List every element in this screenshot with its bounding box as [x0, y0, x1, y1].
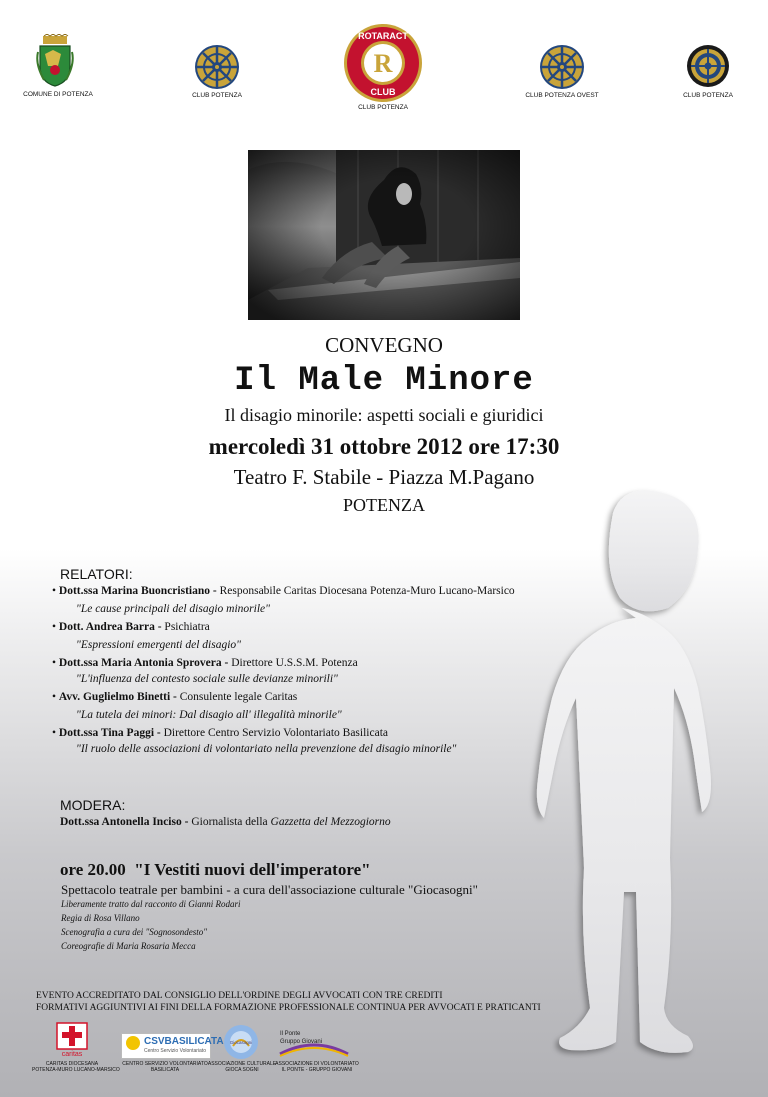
rotaract-emblem-letter: R: [373, 49, 393, 78]
sponsor-caption: [115, 1061, 215, 1073]
show-description: Spettacolo teatrale per bambini - a cura dell'associazione culturale "Giocasogni": [61, 882, 478, 897]
rotaract-emblem-top-text: ROTARACT: [358, 31, 408, 41]
moderator-name: Dott.ssa Antonella Inciso -: [60, 816, 189, 828]
club-wheel-icon: [686, 44, 730, 88]
sponsor-caption-line: ASSOCIAZIONE DI VOLONTARIATO: [275, 1061, 359, 1067]
speaker-entry: • Avv. Guglielmo Binetti - Consulente legale Caritas: [52, 691, 298, 703]
event-subtitle: Il disagio minorile: aspetti sociali e giuridici: [224, 405, 544, 425]
giocasogni-logo-text: Giocasogni: [229, 1040, 253, 1045]
logo-caption: CLUB POTENZA: [192, 92, 242, 99]
giocasogni-logo-icon: [223, 1024, 259, 1060]
logo-caption: CLUB POTENZA OVEST: [525, 92, 599, 99]
il-ponte-logo-icon: [276, 1028, 352, 1058]
speaker-role: Consulente legale Caritas: [176, 691, 298, 703]
caritas-logo-text: caritas: [61, 1051, 83, 1058]
speaker-entry: • Dott. Andrea Barra - Psichiatra: [52, 621, 210, 633]
event-kicker: CONVEGNO: [325, 333, 443, 357]
moderator-entry: [60, 816, 391, 828]
show-credit: Coreografie di Maria Rosaria Mecca: [61, 941, 196, 951]
caritas-logo-icon: [56, 1022, 88, 1058]
speaker-talk: "Le cause principali del disagio minorile": [76, 603, 270, 615]
sponsor-caption-line: POTENZA-MURO LUCANO-MARSICO: [32, 1067, 120, 1073]
csv-logo-subtext: Centro Servizio Volontariato: [144, 1048, 206, 1054]
moderator-newspaper: Gazzetta del Mezzogiorno: [270, 816, 391, 828]
child-silhouette: [518, 478, 763, 1070]
speaker-name: Avv. Guglielmo Binetti -: [58, 691, 177, 703]
speaker-role: Direttore Centro Servizio Volontariato Basilicata: [160, 727, 389, 739]
speaker-role: Direttore U.S.S.M. Potenza: [228, 657, 358, 669]
sponsor-caption-line: CENTRO SERVIZIO VOLONTARIATO: [122, 1061, 208, 1067]
accreditation-line: FORMATIVI AGGIUNTIVI AI FINI DELLA FORMAZIONE PROFESSIONALE CONTINUA PER AVVOCATI E PRATICANTI: [36, 1003, 541, 1013]
csv-sun-icon: [126, 1036, 140, 1050]
speaker-entry: • Dott.ssa Tina Paggi - Direttore Centro Servizio Volontariato Basilicata: [52, 727, 389, 739]
event-datetime: mercoledì 31 ottobre 2012 ore 17:30: [208, 434, 560, 459]
logo-caption: COMUNE DI POTENZA: [23, 91, 93, 98]
sponsor-caption: [267, 1061, 367, 1073]
il-ponte-logo-subtext: Gruppo Giovani: [280, 1039, 323, 1045]
sponsor-caption-line: GIOCA SOGNI: [225, 1067, 259, 1073]
speaker-talk: "Espressioni emergenti del disagio": [76, 639, 241, 651]
speaker-name: Dott. Andrea Barra -: [58, 621, 162, 633]
speakers-heading: RELATORI:: [60, 566, 133, 582]
speaker-talk: "La tutela dei minori: Dal disagio all' illegalità minorile": [76, 709, 342, 721]
sponsor-caption-line: IL PONTE - GRUPPO GIOVANI: [281, 1067, 353, 1073]
show-title: "I Vestiti nuovi dell'imperatore": [134, 860, 371, 879]
event-venue: Teatro F. Stabile - Piazza M.Pagano: [233, 465, 535, 489]
show-credit: Scenografia a cura dei "Sognosondesto": [61, 927, 208, 937]
show-time: ore 20.00: [60, 860, 126, 879]
speaker-role: Responsabile Caritas Diocesana Potenza-Muro Lucano-Marsico: [216, 585, 515, 597]
csv-basilicata-logo: [121, 1033, 224, 1059]
sponsor-caption: [32, 1061, 120, 1073]
speaker-entry: • Dott.ssa Marina Buoncristiano - Responsabile Caritas Diocesana Potenza-Muro Lucano-Marsico: [52, 585, 515, 597]
rotary-wheel-icon: [193, 43, 241, 91]
logo-caption: CLUB POTENZA: [358, 104, 408, 111]
accreditation-line: EVENTO ACCREDITATO DAL CONSIGLIO DELL'ORDINE DEGLI AVVOCATI CON TRE CREDITI: [36, 991, 443, 1001]
show-credit: Regia di Rosa Villano: [61, 913, 140, 923]
comune-di-potenza-crest-icon: [36, 34, 74, 88]
event-city: POTENZA: [343, 495, 425, 515]
rotary-wheel-icon: [538, 43, 586, 91]
rotaract-emblem-icon: [343, 23, 423, 103]
sponsor-caption-line: ASSOCIAZIONE CULTURALE: [207, 1061, 277, 1067]
show-credit: Liberamente tratto dal racconto di Gianni Rodari: [61, 899, 241, 909]
speaker-name: Dott.ssa Tina Paggi -: [58, 727, 161, 739]
speaker-entry: • Dott.ssa Maria Antonia Sprovera - Direttore U.S.S.M. Potenza: [52, 657, 358, 669]
event-title: Il Male Minore: [234, 362, 534, 400]
il-ponte-logo-text: Il Ponte: [280, 1031, 301, 1037]
moderator-heading: MODERA:: [60, 797, 126, 813]
speaker-talk: "Il ruolo delle associazioni di volontariato nella prevenzione del disagio minorile": [76, 743, 457, 755]
speaker-name: Dott.ssa Marina Buoncristiano -: [58, 585, 217, 597]
sponsor-caption-line: BASILICATA: [150, 1067, 180, 1073]
sponsor-caption-line: CARITAS DIOCESANA: [45, 1061, 99, 1067]
speaker-role: Psichiatra: [161, 621, 210, 633]
moderator-role: Giornalista della: [188, 816, 271, 828]
show-heading: [60, 860, 371, 880]
rotaract-emblem-bottom-text: CLUB: [370, 87, 396, 97]
logo-caption: CLUB POTENZA: [683, 92, 733, 99]
csv-logo-text: CSVBASILICATA: [144, 1036, 224, 1047]
speaker-name: Dott.ssa Maria Antonia Sprovera -: [58, 657, 229, 669]
speaker-talk: "L'influenza del contesto sociale sulle devianze minorili": [76, 673, 338, 685]
hooded-youth-photo: [248, 150, 520, 320]
